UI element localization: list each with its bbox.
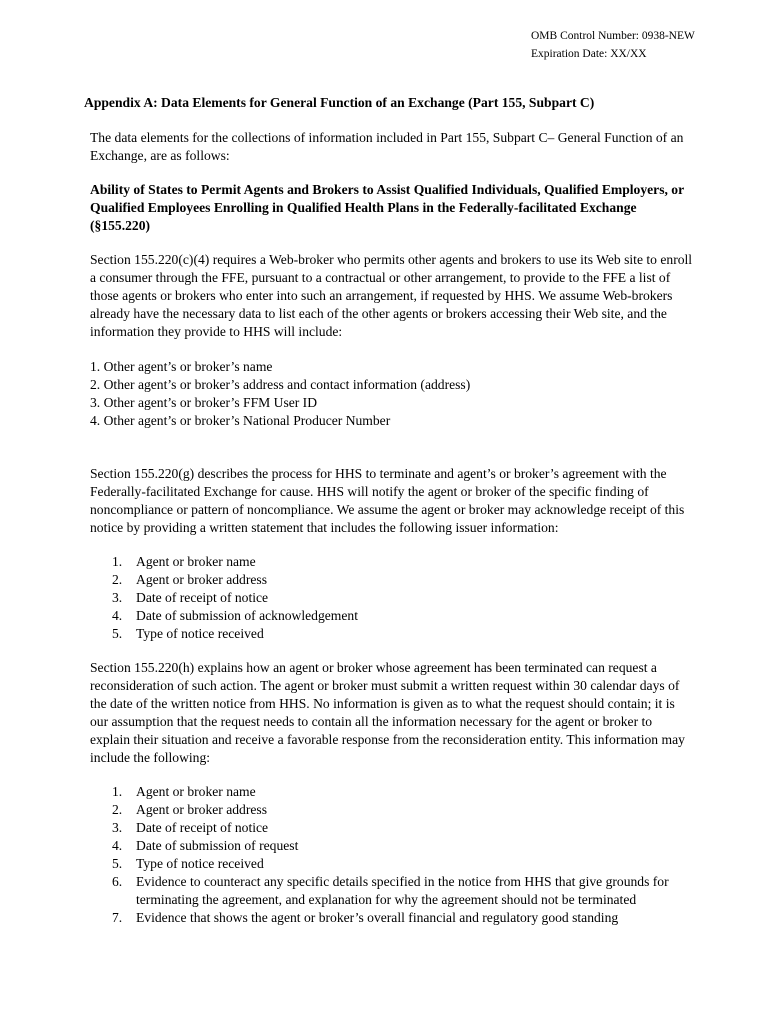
section1-list xyxy=(90,358,694,430)
list-item xyxy=(90,571,694,589)
list-number: 1. xyxy=(112,554,123,569)
list-item xyxy=(90,873,694,909)
expiration-date: Expiration Date: XX/XX xyxy=(531,47,647,60)
omb-control-number: OMB Control Number: 0938-NEW xyxy=(531,30,695,42)
list-text: Date of receipt of notice xyxy=(136,820,269,835)
section3-paragraph: Section 155.220(h) explains how an agent or broker whose agreement has been terminated can request a reconsideration of such action. The agent or broker must submit a written request within 30 calendar days of the date of the written notice from HHS. No information is given as to what the request should contain; it is our assumption that the request needs to contain all the information necessary for the agent or broker to explain their situation and receive a favorable response from the reconsideration entity. This information may include the following: xyxy=(90,660,685,765)
list-number: 4. xyxy=(112,838,123,853)
list-text: Agent or broker address xyxy=(136,802,267,817)
list-text: Date of submission of request xyxy=(136,838,299,853)
list-item xyxy=(90,625,694,643)
list-number: 7. xyxy=(112,910,123,925)
list-item xyxy=(90,589,694,607)
list-item xyxy=(90,819,694,837)
section2-paragraph: Section 155.220(g) describes the process for HHS to terminate and agent’s or broker’s agreement with the Federally-facilitated Exchange for cause. HHS will notify the agent or broker of the specific finding of noncompliance or pattern of noncompliance. We assume the agent or broker may acknowledge receipt of this notice by providing a written statement that includes the following issuer information: xyxy=(90,466,685,535)
list-number: 3. xyxy=(112,820,123,835)
list-number: 4. xyxy=(112,608,123,623)
list-text: Agent or broker address xyxy=(136,572,267,587)
list-number: 5. xyxy=(112,626,123,641)
list-item xyxy=(90,837,694,855)
list-item xyxy=(90,607,694,625)
list-item: 2. Other agent’s or broker’s address and contact information (address) xyxy=(90,377,471,392)
list-number: 3. xyxy=(112,590,123,605)
intro-paragraph: The data elements for the collections of information included in Part 155, Subpart C– General Function of an Exchange, are as follows: xyxy=(90,130,684,163)
section1-paragraph: Section 155.220(c)(4) requires a Web-broker who permits other agents and brokers to use its Web site to enroll a consumer through the FFE, pursuant to a contractual or other arrangement, to provide to the FFE a list of those agents or brokers who enter into such an arrangement, if requested by HHS. We assume Web-brokers already have the necessary data to list each of the other agents or brokers accessing their Web site, and the information they provide to HHS will include: xyxy=(90,252,693,339)
list-number: 5. xyxy=(112,856,123,871)
omb-header xyxy=(531,28,695,63)
list-text: Type of notice received xyxy=(136,856,264,871)
list-number: 6. xyxy=(112,874,123,889)
list-number: 2. xyxy=(112,802,123,817)
list-item xyxy=(90,855,694,873)
list-text: Date of receipt of notice xyxy=(136,590,269,605)
list-item: 4. Other agent’s or broker’s National Producer Number xyxy=(90,413,391,428)
section3-list xyxy=(90,783,694,927)
list-text: Date of submission of acknowledgement xyxy=(136,608,358,623)
list-number: 2. xyxy=(112,572,123,587)
section-subheading: Ability of States to Permit Agents and Brokers to Assist Qualified Individuals, Qualified Employers, or Qualified Employees Enrolling in Qualified Health Plans in the Federally-facilitated Exchange (§155.220) xyxy=(90,182,684,233)
list-text: Agent or broker name xyxy=(136,554,256,569)
list-text: Evidence that shows the agent or broker’s overall financial and regulatory good standing xyxy=(136,910,619,925)
section2-list xyxy=(90,553,694,643)
list-text: Type of notice received xyxy=(136,626,264,641)
document-body xyxy=(84,94,694,927)
list-item xyxy=(90,909,694,927)
list-item xyxy=(90,553,694,571)
list-item xyxy=(90,801,694,819)
page-title: Appendix A: Data Elements for General Function of an Exchange (Part 155, Subpart C) xyxy=(84,95,595,110)
list-item: 1. Other agent’s or broker’s name xyxy=(90,359,273,374)
list-text: Agent or broker name xyxy=(136,784,256,799)
list-text: Evidence to counteract any specific details specified in the notice from HHS that give grounds for terminating the agreement, and explanation for why the agreement should not be terminated xyxy=(136,874,669,907)
list-item: 3. Other agent’s or broker’s FFM User ID xyxy=(90,395,318,410)
list-item xyxy=(90,783,694,801)
list-number: 1. xyxy=(112,784,123,799)
